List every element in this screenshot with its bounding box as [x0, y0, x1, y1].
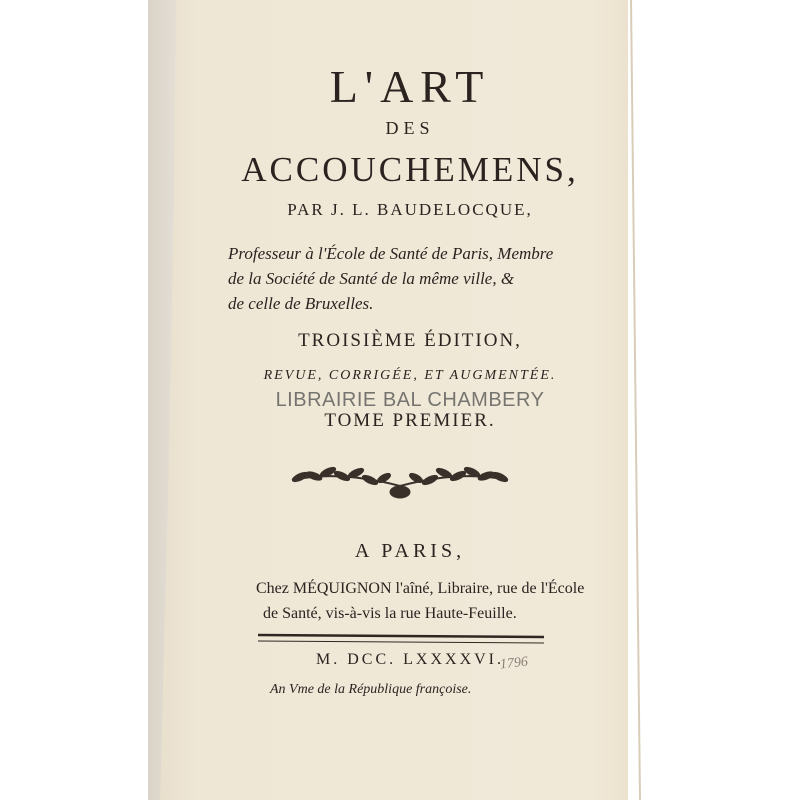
author-line: PAR J. L. BAUDELOCQUE, [287, 200, 533, 219]
pencil-annotation: 1796 [499, 654, 529, 673]
volume-line: TOME PREMIER. [324, 410, 496, 431]
description-line-2: de la Société de Santé de la même ville, & [228, 269, 515, 288]
publisher-line-1: Chez MÉQUIGNON l'aîné, Libraire, rue de l'École [256, 580, 585, 597]
edition-line: TROISIÈME ÉDITION, [298, 330, 522, 351]
republic-year-line: An Vme de la République françoise. [270, 682, 472, 697]
title-line-2: DES [385, 118, 435, 138]
publication-date: M. DCC. LXXXXVI. [316, 651, 504, 668]
description-line-3: de celle de Bruxelles. [228, 294, 374, 313]
revision-line: REVUE, CORRIGÉE, ET AUGMENTÉE. [263, 368, 557, 383]
title-line-1: L'ART [329, 61, 491, 112]
description-line-1: Professeur à l'École de Santé de Paris, Membre [228, 244, 554, 263]
title-line-3: ACCOUCHEMENS, [241, 150, 579, 189]
city-line: A PARIS, [354, 540, 466, 562]
bookseller-watermark: LIBRAIRIE BAL CHAMBERY [275, 389, 545, 411]
publisher-line-2: de Santé, vis-à-vis la rue Haute-Feuille. [263, 605, 517, 622]
